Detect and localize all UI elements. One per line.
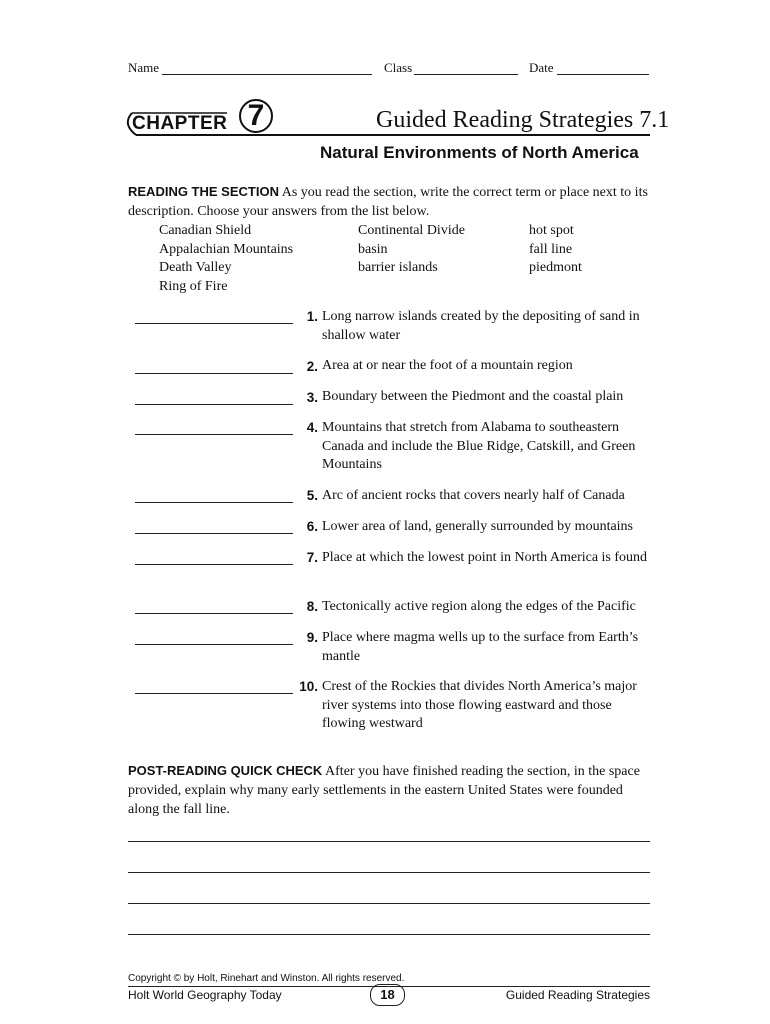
question-text: Long narrow islands created by the depositing of sand in shallow water (322, 309, 640, 343)
question-number: 9. (306, 630, 318, 645)
response-line[interactable] (128, 841, 650, 842)
book-title: Holt World Geography Today (128, 988, 282, 1002)
question-text: Boundary between the Piedmont and the coastal plain (322, 389, 624, 404)
question-text: Place where magma wells up to the surface from Earth’s mantle (322, 630, 639, 664)
question-text: Crest of the Rockies that divides North America’s major river systems into those flowing eastward and those flowing westward (322, 679, 637, 731)
answer-blank-3[interactable] (135, 404, 293, 405)
question-number: 10. (299, 679, 318, 694)
post-reading-text: After you have finished reading the section, in the space provided, explain why many early settlements in the eastern United States were founded along the fall line. (128, 764, 640, 817)
question-text: Tectonically active region along the edges of the Pacific (322, 599, 636, 614)
word-bank-column-3 (529, 222, 582, 278)
answer-blank-5[interactable] (135, 502, 293, 503)
date-field[interactable] (557, 74, 649, 75)
word-bank-item: fall line (529, 241, 573, 257)
question-number: 7. (306, 550, 318, 565)
word-bank-column-1 (159, 222, 293, 296)
word-bank-item: hot spot (529, 223, 574, 238)
question-text: Arc of ancient rocks that covers nearly half of Canada (322, 488, 625, 503)
copyright-notice: Copyright © by Holt, Rinehart and Winston. All rights reserved. (128, 973, 405, 984)
answer-blank-1[interactable] (135, 323, 293, 324)
word-bank-item: Ring of Fire (159, 278, 228, 294)
word-bank-item: Appalachian Mountains (159, 241, 294, 257)
name-label: Name (128, 60, 160, 75)
word-bank-column-2 (358, 222, 465, 278)
question-text: Place at which the lowest point in North America is found (322, 550, 648, 565)
class-label: Class (384, 60, 413, 75)
instructions-text: As you read the section, write the correct term or place next to its description. Choose your answers from the list below. (128, 185, 648, 219)
question-number: 5. (306, 488, 318, 503)
answer-blank-2[interactable] (135, 373, 293, 374)
word-bank-item: piedmont (529, 260, 582, 275)
question-number: 8. (306, 599, 318, 614)
word-bank-item: Canadian Shield (159, 223, 252, 238)
word-bank-item: Continental Divide (358, 223, 465, 238)
name-field[interactable] (162, 74, 372, 75)
question-text: Mountains that stretch from Alabama to southeastern Canada and include the Blue Ridge, Catskill, and Green Mountains (322, 420, 636, 472)
question-number: 6. (306, 519, 318, 534)
word-bank-item: barrier islands (358, 260, 438, 275)
answer-blank-8[interactable] (135, 613, 293, 614)
date-label: Date (529, 60, 554, 75)
instructions-lead: READING THE SECTION (128, 184, 279, 199)
response-line[interactable] (128, 934, 650, 935)
question-number: 1. (306, 309, 318, 324)
section-label: Guided Reading Strategies (505, 988, 650, 1002)
question-text: Lower area of land, generally surrounded by mountains (322, 519, 634, 534)
word-bank-item: basin (358, 241, 388, 257)
question-number: 3. (306, 390, 318, 405)
answer-blank-9[interactable] (135, 644, 293, 645)
word-bank-item: Death Valley (159, 260, 232, 275)
answer-blank-10[interactable] (135, 693, 293, 694)
post-reading-lead: POST-READING QUICK CHECK (128, 763, 323, 778)
page-number: 18 (370, 984, 405, 1006)
answer-blank-4[interactable] (135, 434, 293, 435)
reading-instructions (128, 182, 652, 221)
page-subtitle: Natural Environments of North America (320, 143, 639, 162)
response-line[interactable] (128, 872, 650, 873)
question-number: 2. (306, 359, 318, 374)
class-field[interactable] (414, 74, 518, 75)
post-reading-instructions (128, 761, 652, 819)
chapter-number: 7 (247, 99, 265, 132)
page-title: Guided Reading Strategies 7.1 (376, 107, 670, 133)
answer-blank-6[interactable] (135, 533, 293, 534)
response-line[interactable] (128, 903, 650, 904)
answer-blank-7[interactable] (135, 564, 293, 565)
question-number: 4. (306, 420, 318, 435)
chapter-label: CHAPTER (132, 113, 228, 134)
question-text: Area at or near the foot of a mountain region (322, 358, 573, 373)
